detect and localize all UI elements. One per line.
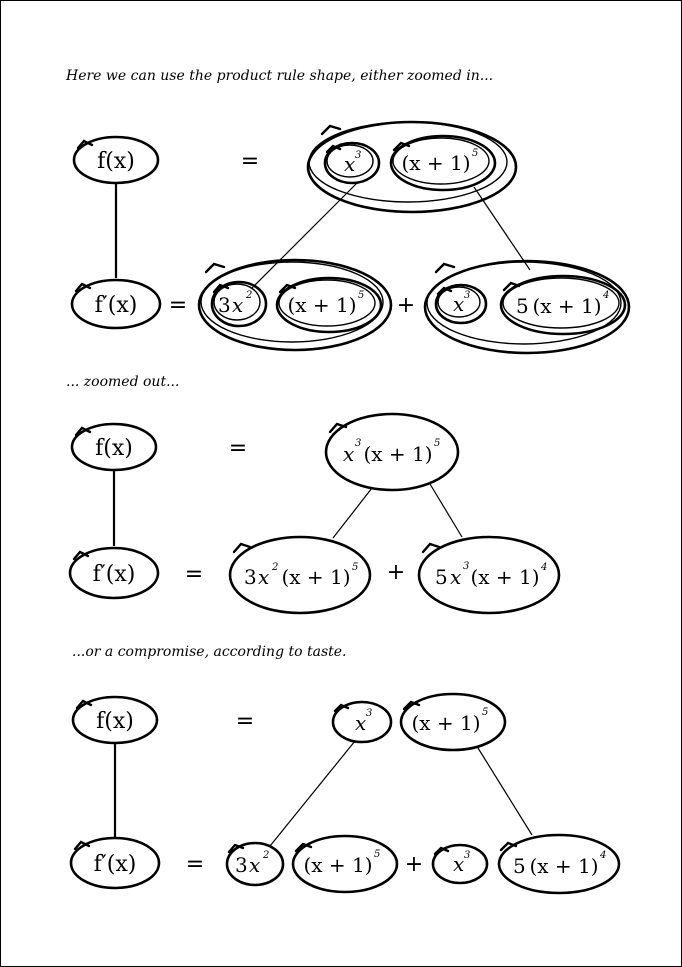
- x-plus-1-label: (x + 1): [303, 853, 373, 877]
- equals-sign: =: [168, 293, 188, 318]
- x-plus-1-label: (x + 1): [470, 565, 540, 589]
- exp-4: 4: [600, 850, 607, 861]
- x-cubed-exponent: 3: [463, 561, 470, 572]
- x-plus-1-exponent: 5: [352, 562, 359, 573]
- caption-zoomed-in: Here we can use the product rule shape, either zoomed in...: [66, 68, 494, 84]
- equals-sign: =: [228, 436, 248, 461]
- x-plus-1-label: (x + 1): [401, 151, 471, 175]
- exp-2: 2: [263, 850, 270, 861]
- coef-5: 5: [513, 854, 526, 878]
- plus-sign: +: [386, 560, 406, 585]
- plus-sign: +: [404, 852, 424, 877]
- caption-zoomed-out: ... zoomed out...: [66, 374, 180, 390]
- x-cubed-base: x: [343, 442, 355, 466]
- f-of-x-label: f(x): [97, 149, 135, 174]
- x-base: x: [249, 853, 261, 877]
- caption-compromise: ...or a compromise, according to taste.: [72, 644, 347, 660]
- x-plus-1-label: (x + 1): [411, 711, 481, 735]
- x-plus-1-exponent: 5: [434, 438, 441, 449]
- plus-sign: +: [396, 293, 416, 318]
- x-plus-1-label: (x + 1): [529, 854, 599, 878]
- equals-sign: =: [185, 852, 205, 877]
- equals-sign: =: [235, 709, 255, 734]
- x-cubed-base: x: [344, 152, 356, 176]
- x-cubed-base: x: [453, 852, 465, 876]
- x-cubed-exponent: 3: [355, 150, 362, 161]
- exp-2: 2: [272, 562, 279, 573]
- f-of-x-label: f(x): [95, 436, 133, 461]
- x-cubed-exponent: 3: [464, 850, 471, 861]
- exp-4: 4: [603, 290, 610, 301]
- coef-3: 3: [218, 293, 231, 317]
- f-prime-label: f′(x): [92, 562, 136, 587]
- x-plus-1-label: (x + 1): [287, 293, 357, 317]
- x-cubed-exponent: 3: [355, 438, 362, 449]
- x-base: x: [258, 565, 270, 589]
- x-plus-1-exponent: 5: [358, 290, 365, 301]
- coef-3: 3: [235, 853, 248, 877]
- x-plus-1-label: (x + 1): [363, 442, 433, 466]
- coef-3: 3: [244, 565, 257, 589]
- x-plus-1-exponent: 5: [472, 148, 479, 159]
- equals-sign: =: [184, 562, 204, 587]
- x-plus-1-label: (x + 1): [532, 294, 602, 318]
- x-cubed-base: x: [355, 711, 367, 735]
- exp-2: 2: [246, 290, 253, 301]
- exp-4: 4: [541, 562, 548, 573]
- coef-5: 5: [435, 565, 448, 589]
- x-cubed-base: x: [453, 292, 465, 316]
- x-cubed-exponent: 3: [464, 290, 471, 301]
- x-plus-1-label: (x + 1): [281, 565, 351, 589]
- x-cubed-exponent: 3: [366, 708, 373, 719]
- f-prime-label: f′(x): [94, 293, 138, 318]
- f-of-x-label: f(x): [96, 709, 134, 734]
- equals-sign: =: [240, 149, 260, 174]
- x-cubed-base: x: [450, 565, 462, 589]
- x-plus-1-exponent: 5: [374, 849, 381, 860]
- x-base: x: [232, 293, 244, 317]
- coef-5: 5: [516, 294, 529, 318]
- f-prime-label: f′(x): [93, 852, 137, 877]
- x-plus-1-exponent: 5: [482, 707, 489, 718]
